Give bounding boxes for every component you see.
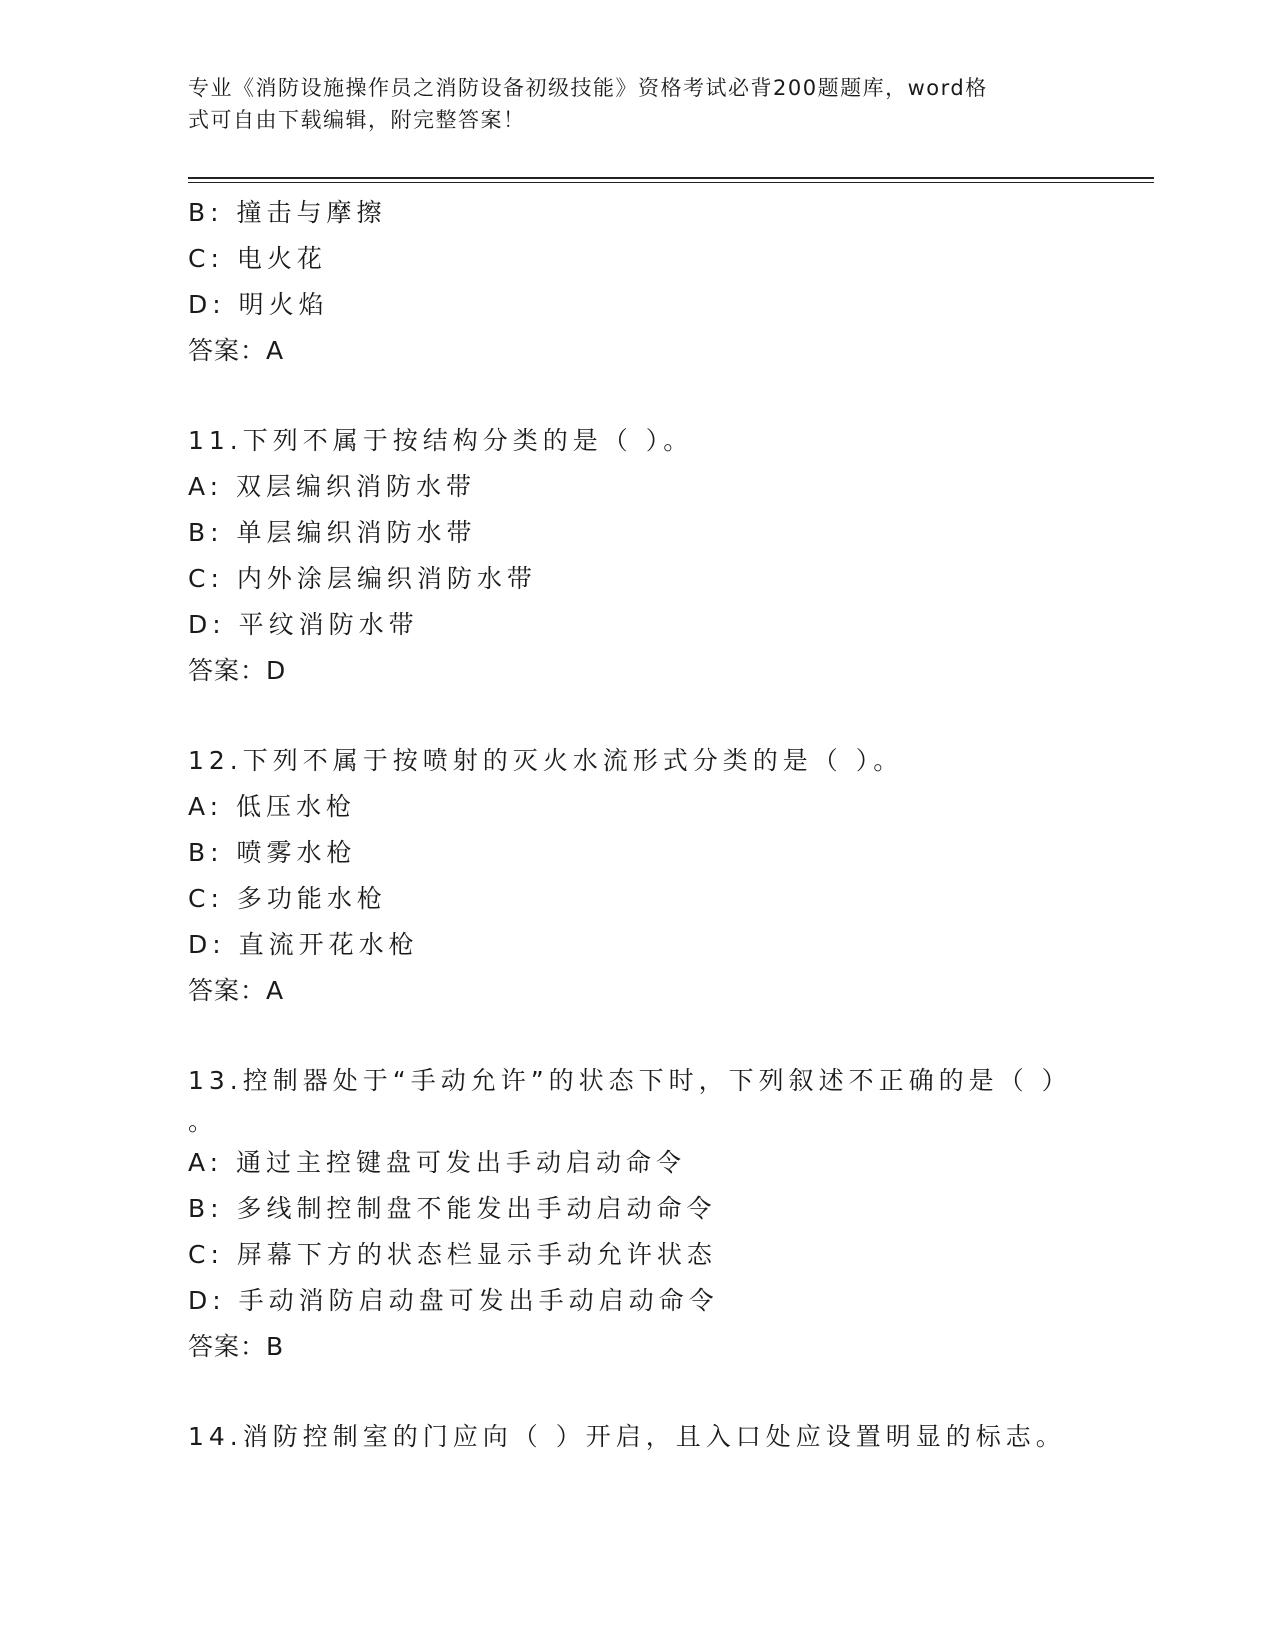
- option-c: C: 内外涂层编织消防水带: [188, 564, 537, 593]
- spacer: [188, 1370, 1088, 1414]
- answer-text: 答案：B: [188, 1332, 285, 1361]
- question-14: [188, 1414, 1088, 1460]
- spacer: [188, 374, 1088, 418]
- spacer: [188, 694, 1088, 738]
- option-c: C: 电火花: [188, 244, 327, 273]
- question-stem-continuation: 。: [188, 1107, 219, 1136]
- question-stem: 13.控制器处于“手动允许”的状态下时，下列叙述不正确的是（ ）: [188, 1066, 1072, 1095]
- question-stem: 12.下列不属于按喷射的灭火水流形式分类的是（ ）。: [188, 746, 904, 775]
- question-12: [188, 738, 1088, 1014]
- option-b: B: 单层编织消防水带: [188, 518, 477, 547]
- option-d: D: 直流开花水枪: [188, 930, 419, 959]
- question-11: [188, 418, 1088, 694]
- answer-text: 答案：A: [188, 336, 285, 365]
- option-a: A: 双层编织消防水带: [188, 472, 477, 501]
- spacer: [188, 1014, 1088, 1058]
- option-c: C: 屏幕下方的状态栏显示手动允许状态: [188, 1240, 717, 1269]
- option-b: B: 多线制控制盘不能发出手动启动命令: [188, 1194, 717, 1223]
- answer-text: 答案：D: [188, 656, 287, 685]
- question-stem: 11.下列不属于按结构分类的是（ ）。: [188, 426, 694, 455]
- header-divider-thin: [188, 182, 1154, 183]
- question-10-continuation: [188, 190, 1088, 374]
- option-b: B: 撞击与摩擦: [188, 198, 387, 227]
- answer-text: 答案：A: [188, 976, 285, 1005]
- option-a: A: 通过主控键盘可发出手动启动命令: [188, 1148, 687, 1177]
- question-stem: 14.消防控制室的门应向（ ）开启，且入口处应设置明显的标志。: [188, 1422, 1066, 1451]
- header-line-1: 专业《消防设施操作员之消防设备初级技能》资格考试必背200题题库，word格: [188, 76, 988, 100]
- question-13: [188, 1058, 1088, 1370]
- option-b: B: 喷雾水枪: [188, 838, 357, 867]
- option-a: A: 低压水枪: [188, 792, 357, 821]
- header-line-2: 式可自由下载编辑，附完整答案！: [188, 108, 526, 132]
- document-header: [188, 72, 1068, 136]
- header-divider-thick: [188, 177, 1154, 179]
- option-d: D: 平纹消防水带: [188, 610, 419, 639]
- option-d: D: 手动消防启动盘可发出手动启动命令: [188, 1286, 719, 1315]
- question-list: [188, 190, 1088, 1460]
- option-c: C: 多功能水枪: [188, 884, 387, 913]
- option-d: D: 明火焰: [188, 290, 329, 319]
